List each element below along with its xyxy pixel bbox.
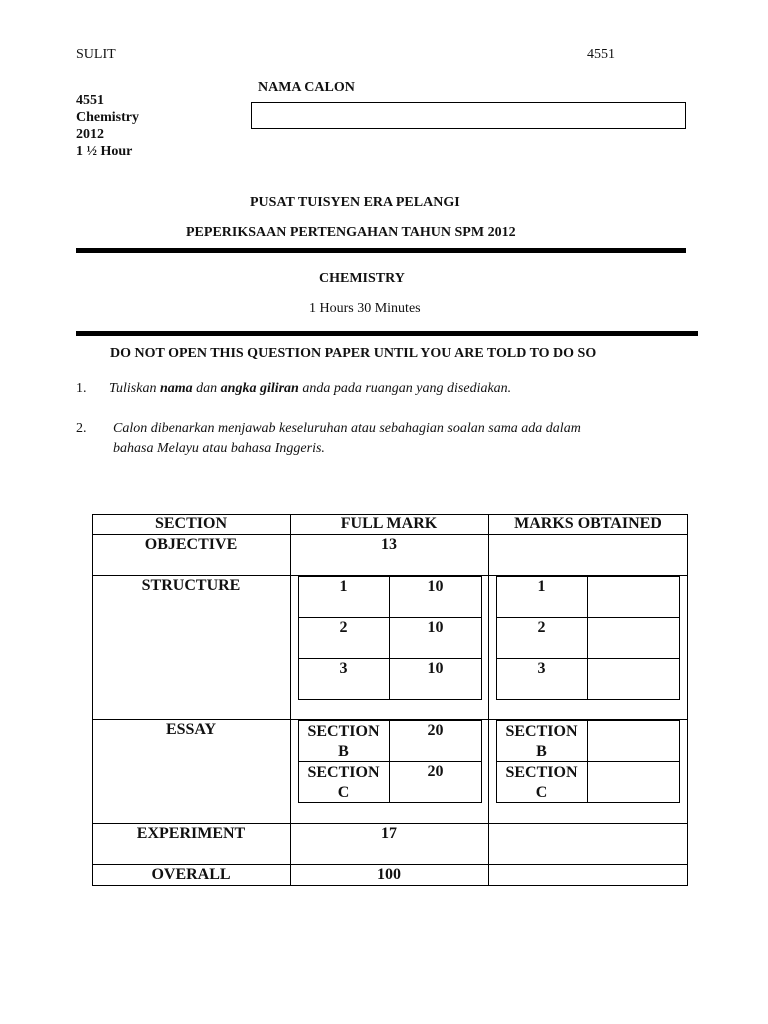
paper-code-top: 4551 — [587, 47, 615, 62]
experiment-mark: 17 — [381, 825, 397, 842]
essay-c-marks-field[interactable] — [588, 762, 679, 802]
security-label: SULIT — [76, 47, 116, 62]
structure-q1-marks-field[interactable] — [588, 577, 679, 617]
structure-question-number: 2 — [537, 619, 546, 636]
paper-code: 4551 — [76, 93, 104, 108]
structure-question-mark: 10 — [427, 578, 444, 595]
experiment-label: EXPERIMENT — [136, 825, 246, 842]
structure-question-mark: 10 — [427, 619, 444, 636]
subject-title: CHEMISTRY — [319, 271, 405, 286]
exam-title: PEPERIKSAAN PERTENGAHAN TAHUN SPM 2012 — [186, 225, 516, 240]
structure-question-number: 1 — [339, 578, 348, 595]
header-section: SECTION — [154, 515, 228, 532]
essay-section-b-mark: 20 — [427, 722, 444, 739]
exam-duration: 1 Hours 30 Minutes — [309, 301, 421, 316]
year-label: 2012 — [76, 127, 104, 142]
objective-marks-field[interactable] — [489, 535, 687, 575]
essay-label: ESSAY — [165, 721, 217, 738]
structure-question-number: 1 — [537, 578, 546, 595]
subgrid-divider — [298, 617, 482, 618]
structure-question-mark: 10 — [427, 660, 444, 677]
instruction-text: bahasa Melayu atau bahasa Inggeris. — [113, 441, 325, 456]
overall-label: OVERALL — [151, 866, 231, 883]
centre-title: PUSAT TUISYEN ERA PELANGI — [250, 195, 460, 210]
instruction-text: Tuliskan nama dan angka giliran anda pada ruangan yang disediakan. — [109, 381, 512, 396]
essay-section-b-label: SECTION B — [505, 723, 578, 760]
overall-mark: 100 — [377, 866, 401, 883]
instruction-number: 1. — [76, 381, 87, 396]
subgrid-divider — [298, 658, 482, 659]
essay-section-b-label: SECTION B — [307, 723, 380, 760]
essay-section-c-label: SECTION C — [307, 764, 380, 801]
essay-section-c-label: SECTION C — [505, 764, 578, 801]
overall-marks-field[interactable] — [489, 865, 687, 885]
structure-question-number: 3 — [537, 660, 546, 677]
instruction-number: 2. — [76, 421, 87, 436]
header-full-mark: FULL MARK — [340, 515, 438, 532]
marks-table — [92, 514, 688, 886]
duration-label: 1 ½ Hour — [76, 144, 133, 159]
essay-b-marks-field[interactable] — [588, 721, 679, 761]
candidate-name-field[interactable] — [251, 102, 686, 129]
structure-q2-marks-field[interactable] — [588, 618, 679, 658]
structure-question-number: 2 — [339, 619, 348, 636]
structure-q3-marks-field[interactable] — [588, 659, 679, 699]
objective-mark: 13 — [381, 536, 397, 553]
divider-top — [76, 248, 686, 253]
divider-bottom — [76, 331, 698, 336]
instruction-text: Calon dibenarkan menjawab keseluruhan atau sebahagian soalan sama ada dalam — [113, 421, 581, 436]
experiment-marks-field[interactable] — [489, 824, 687, 864]
structure-question-number: 3 — [339, 660, 348, 677]
subject-label: Chemistry — [76, 110, 139, 125]
warning-text: DO NOT OPEN THIS QUESTION PAPER UNTIL YOU ARE TOLD TO DO SO — [110, 346, 597, 361]
candidate-name-label: NAMA CALON — [258, 80, 355, 95]
objective-label: OBJECTIVE — [144, 536, 238, 553]
header-marks-obtained: MARKS OBTAINED — [514, 515, 662, 532]
structure-label: STRUCTURE — [141, 577, 241, 594]
essay-section-c-mark: 20 — [427, 763, 444, 780]
